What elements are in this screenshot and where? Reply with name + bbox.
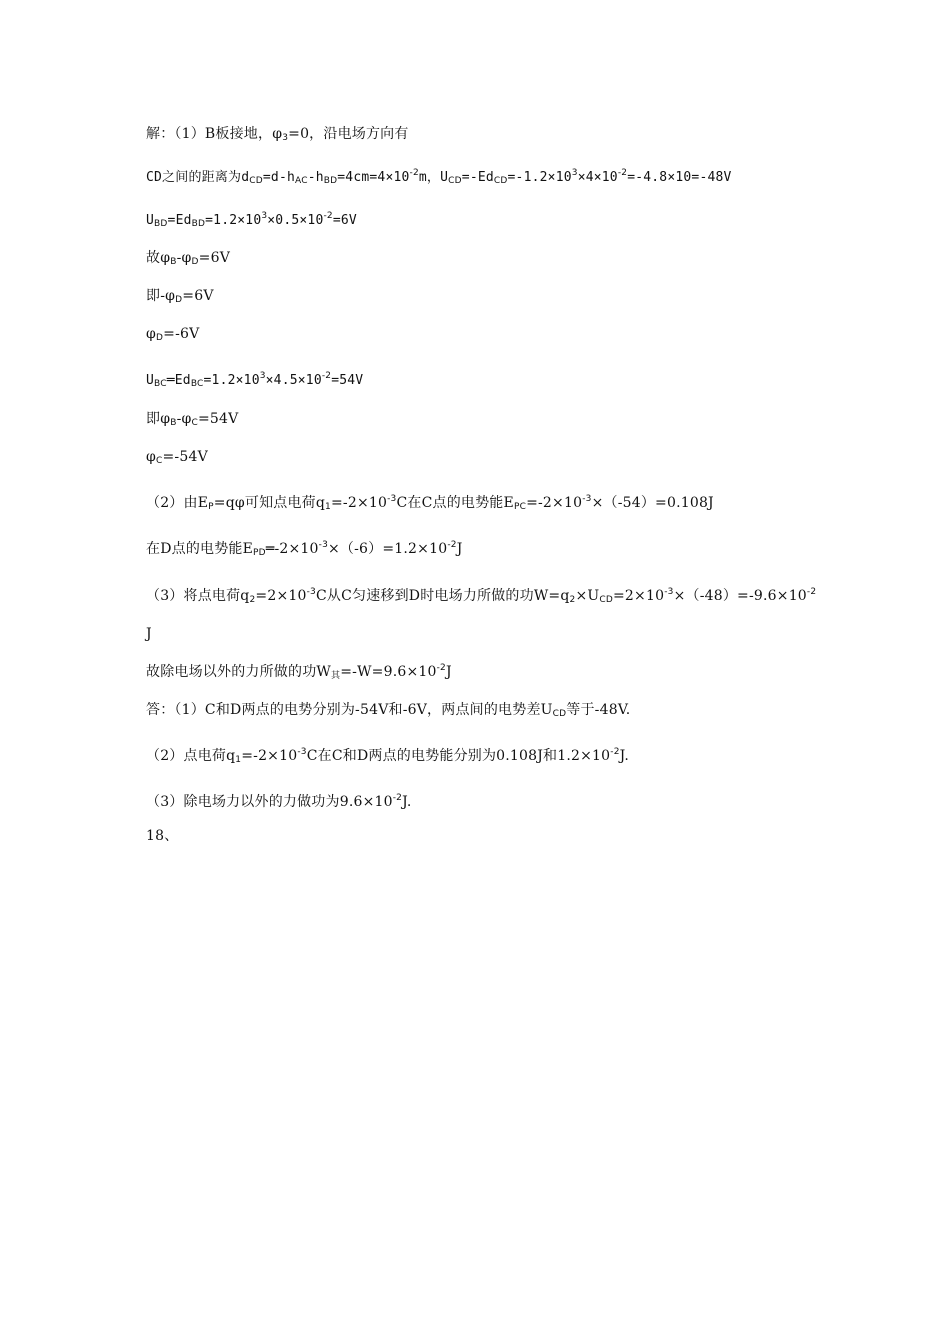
solution-line-4: 故$\varphi_B-\varphi_D=6V$ xyxy=(146,250,231,267)
solution-line-14: 故除电场以外的力所做的功$W_其=-W=9.6\times 10^{-2}J$ xyxy=(146,663,452,681)
answer-line-3: （3）除电场力以外的力做功为$9.6\times 10^{-2}J$. xyxy=(146,793,412,810)
solution-line-8: 即$\varphi_B-\varphi_C=54V$ xyxy=(146,411,239,428)
solution-line-13: J xyxy=(146,626,152,642)
solution-line-12: （3）将点电荷$q_2=2\times 10^{-3}C$从C匀速移到D时电场力所做的功$W=q_2\times U_{CD}=2\times 10^{-3}\times(-48)=-9.6\times 10^{-2}$ xyxy=(146,587,817,605)
solution-line-10: （2）由$E_P=q\varphi$可知点电荷$q_1=-2\times 10^{-3}C$在C点的电势能$E_{PC}=-2\times 10^{-3}\times(-54)=0.108J$ xyxy=(146,494,714,512)
solution-content xyxy=(146,124,926,846)
solution-line-1: 解：（1）B板接地，$\varphi_3=0$，沿电场方向有 xyxy=(146,126,409,143)
answer-line-2: （2）点电荷$q_1=-2\times 10^{-3}C$在C和D两点的电势能分别为0.108J和$1.2\times 10^{-2}J$. xyxy=(146,747,630,765)
solution-line-6: $\varphi_D=-6V$ xyxy=(146,326,200,343)
next-item-number: 18、 xyxy=(146,828,179,844)
solution-line-5: 即$-\varphi_D=6V$ xyxy=(146,288,214,305)
solution-line-9: $\varphi_C=-54V$ xyxy=(146,449,208,466)
solution-line-3: $U_{BD}=Ed_{BD}=1.2\times 10^3\times 0.5\times 10^{-2}=6V$ xyxy=(146,211,357,229)
solution-line-11: 在D点的电势能$E_{PD}═-2\times 10^{-3}\times(-6)=1.2\times 10^{-2}J$ xyxy=(146,540,463,558)
answer-line-1: 答：（1）C和D两点的电势分别为-54V和-6V，两点间的电势差$U_{CD}$等于-48V. xyxy=(146,702,631,719)
solution-line-7: $U_{BC}═Ed_{BC}=1.2\times 10^3\times 4.5\times 10^{-2}=54V$ xyxy=(146,371,364,389)
solution-line-2: CD之间的距离为$d_{CD}=d-h_{AC}-h_{BD}=4cm=4\times 10^{-2}m$，$U_{CD}=-Ed_{CD}=-1.2\times 10^3\times 4\times 10^{-2}=-4.8\times 10=-48V$ xyxy=(146,168,732,186)
